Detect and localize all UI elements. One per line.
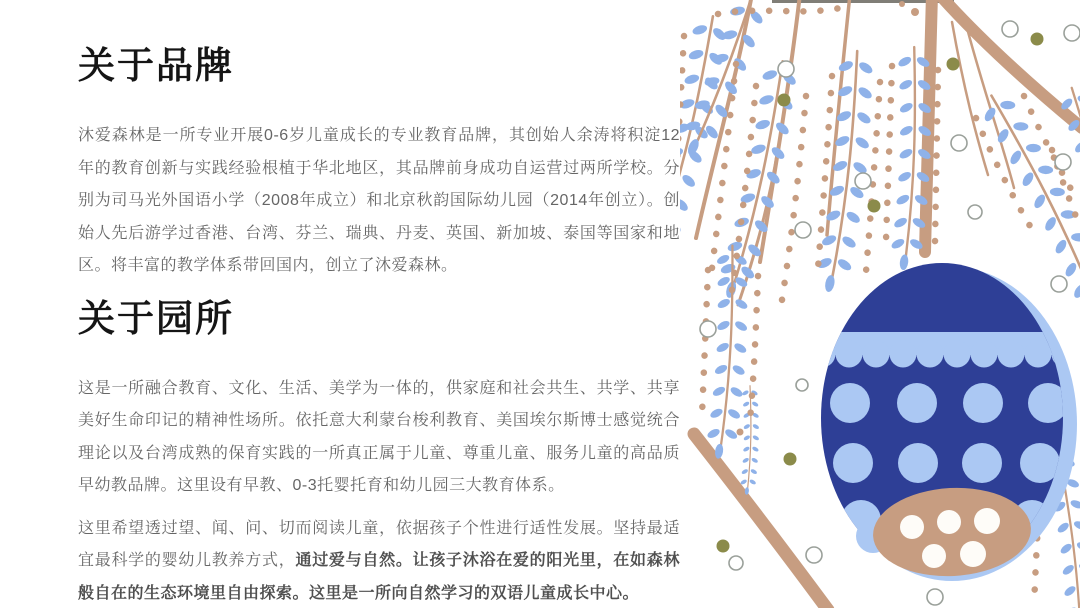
park-paragraph-2-bold: 通过爱与自然。让孩子沐浴在爱的阳光里，在如森林般自在的生态环境里自由探索。这里是一所向自然学习的双语儿童成长中心。 <box>78 552 680 602</box>
brand-paragraph: 沐爱森林是一所专业开展0-6岁儿童成长的专业教育品牌，其创始人余涛将积淀12年的教育创新与实践经验根植于华北地区，其品牌前身成功自运营过两所学校。分别为司马光外国语小学（2008年成立）和北京秋韵国际幼儿园（2014年创立）。创始人先后游学过香港、台湾、芬兰、瑞典、丹麦、英国、新加坡、泰国等国家和地区。将丰富的教学体系带回国内，创立了沐爱森林。 <box>78 120 680 283</box>
brand-heading: 关于品牌 <box>78 42 680 90</box>
forest-illustration <box>680 0 1080 608</box>
about-content <box>78 42 680 610</box>
section-park <box>78 295 680 611</box>
park-heading: 关于园所 <box>78 295 680 343</box>
park-paragraph-2-normal: 这里希望透过望、闻、问、切而阅读儿童，依据孩子个性进行适性发展。坚持最适宜最科学的婴幼儿教养方式， <box>78 520 680 570</box>
owl-egg-illustration <box>809 263 1080 581</box>
section-brand <box>78 42 680 283</box>
park-paragraph-2 <box>78 513 680 611</box>
park-paragraph-1: 这是一所融合教育、文化、生活、美学为一体的，供家庭和社会共生、共学、共享美好生命印记的精神性场所。依托意大利蒙台梭利教育、美国埃尔斯博士感觉统合理论以及台湾成熟的保育实践的一所真正属于儿童、尊重儿童、服务儿童的高品质早幼教品牌。这里设有早教、0-3托婴托育和幼儿园三大教育体系。 <box>78 373 680 503</box>
forest-illustration-svg <box>680 0 1080 608</box>
